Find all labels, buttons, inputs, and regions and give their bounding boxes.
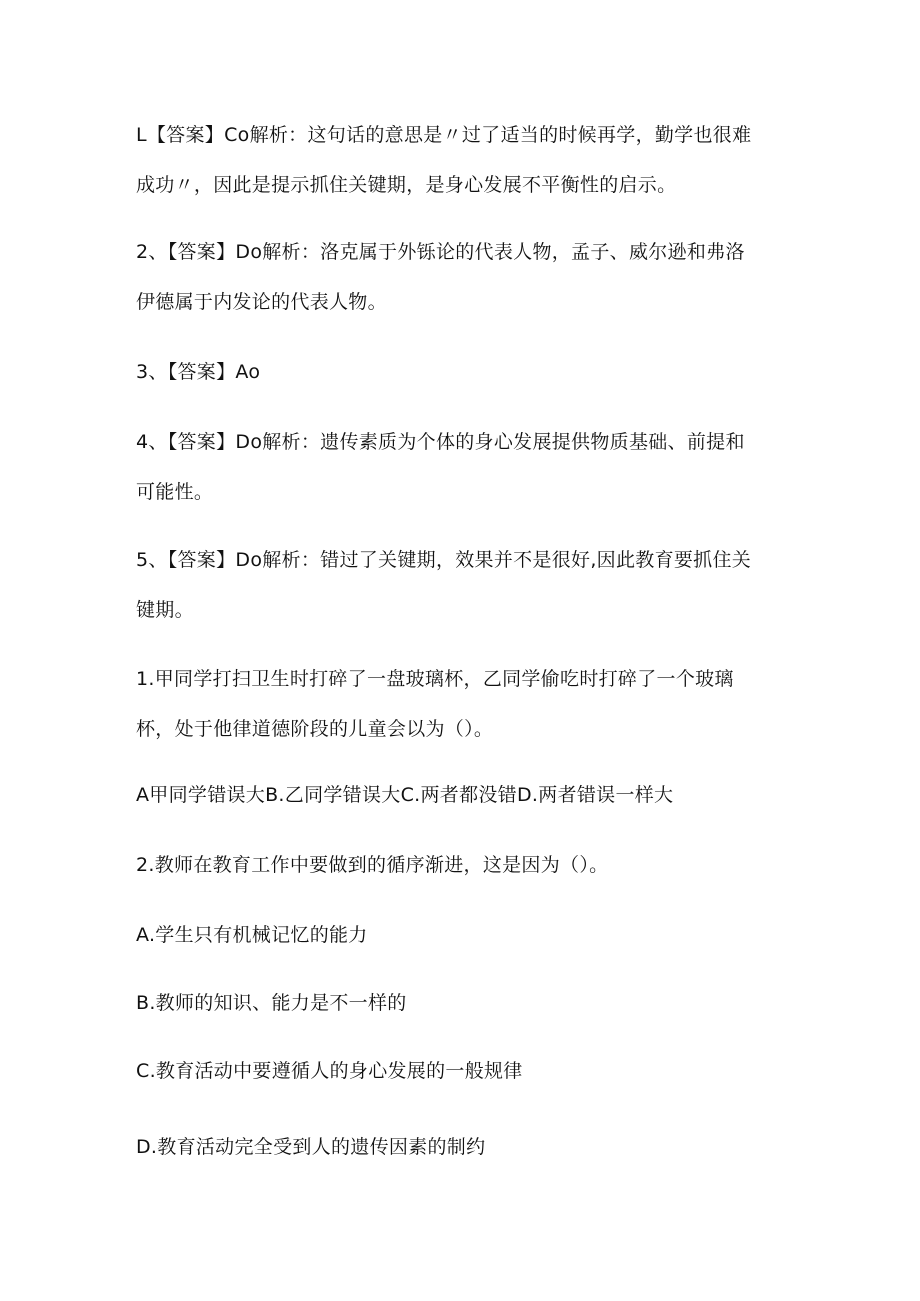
question-1-options [136, 770, 796, 820]
question-2-option-d-text: D.教育活动完全受到人的遗传因素的制约 [136, 1136, 486, 1158]
answer-1 [136, 110, 796, 210]
answer-1-line-1: L【答案】Co解析：这句话的意思是〃过了适当的时候再学，勤学也很难 [136, 124, 752, 146]
answer-3 [136, 347, 796, 397]
question-1-options-line: A甲同学错误大B.乙同学错误大C.两者都没错D.两者错误一样大 [136, 784, 674, 806]
answer-5-line-2: 键期。 [136, 599, 194, 621]
answer-5 [136, 535, 796, 635]
question-1-line-1: 1.甲同学打扫卫生时打碎了一盘玻璃杯，乙同学偷吃时打碎了一个玻璃 [136, 668, 734, 690]
question-2-option-c-text: C.教育活动中要遵循人的身心发展的一般规律 [136, 1060, 523, 1082]
question-2-stem [136, 840, 796, 890]
question-2-stem-line: 2.教师在教育工作中要做到的循序渐进，这是因为（）。 [136, 854, 609, 876]
question-2-option-b [136, 978, 796, 1028]
answer-2-line-1: 2、【答案】Do解析：洛克属于外铄论的代表人物，孟子、威尔逊和弗洛 [136, 241, 745, 263]
answer-2 [136, 227, 796, 327]
answer-4-line-2: 可能性。 [136, 481, 214, 503]
answer-4-line-1: 4、【答案】Do解析：遗传素质为个体的身心发展提供物质基础、前提和 [136, 431, 745, 453]
question-2-option-a [136, 910, 796, 960]
answer-3-line-1: 3、【答案】Ao [136, 361, 261, 383]
question-1-line-2: 杯，处于他律道德阶段的儿童会以为（）。 [136, 718, 494, 740]
answer-1-line-2: 成功〃，因此是提示抓住关键期，是身心发展不平衡性的启示。 [136, 174, 677, 196]
question-2-option-b-text: B.教师的知识、能力是不一样的 [136, 992, 407, 1014]
question-2-option-a-text: A.学生只有机械记忆的能力 [136, 924, 368, 946]
answer-4 [136, 417, 796, 517]
question-1-stem [136, 654, 796, 754]
answer-5-line-1: 5、【答案】Do解析：错过了关键期，效果并不是很好,因此教育要抓住关 [136, 549, 752, 571]
question-2-option-c [136, 1046, 796, 1096]
answer-2-line-2: 伊德属于内发论的代表人物。 [136, 291, 387, 313]
question-2-option-d [136, 1122, 796, 1172]
